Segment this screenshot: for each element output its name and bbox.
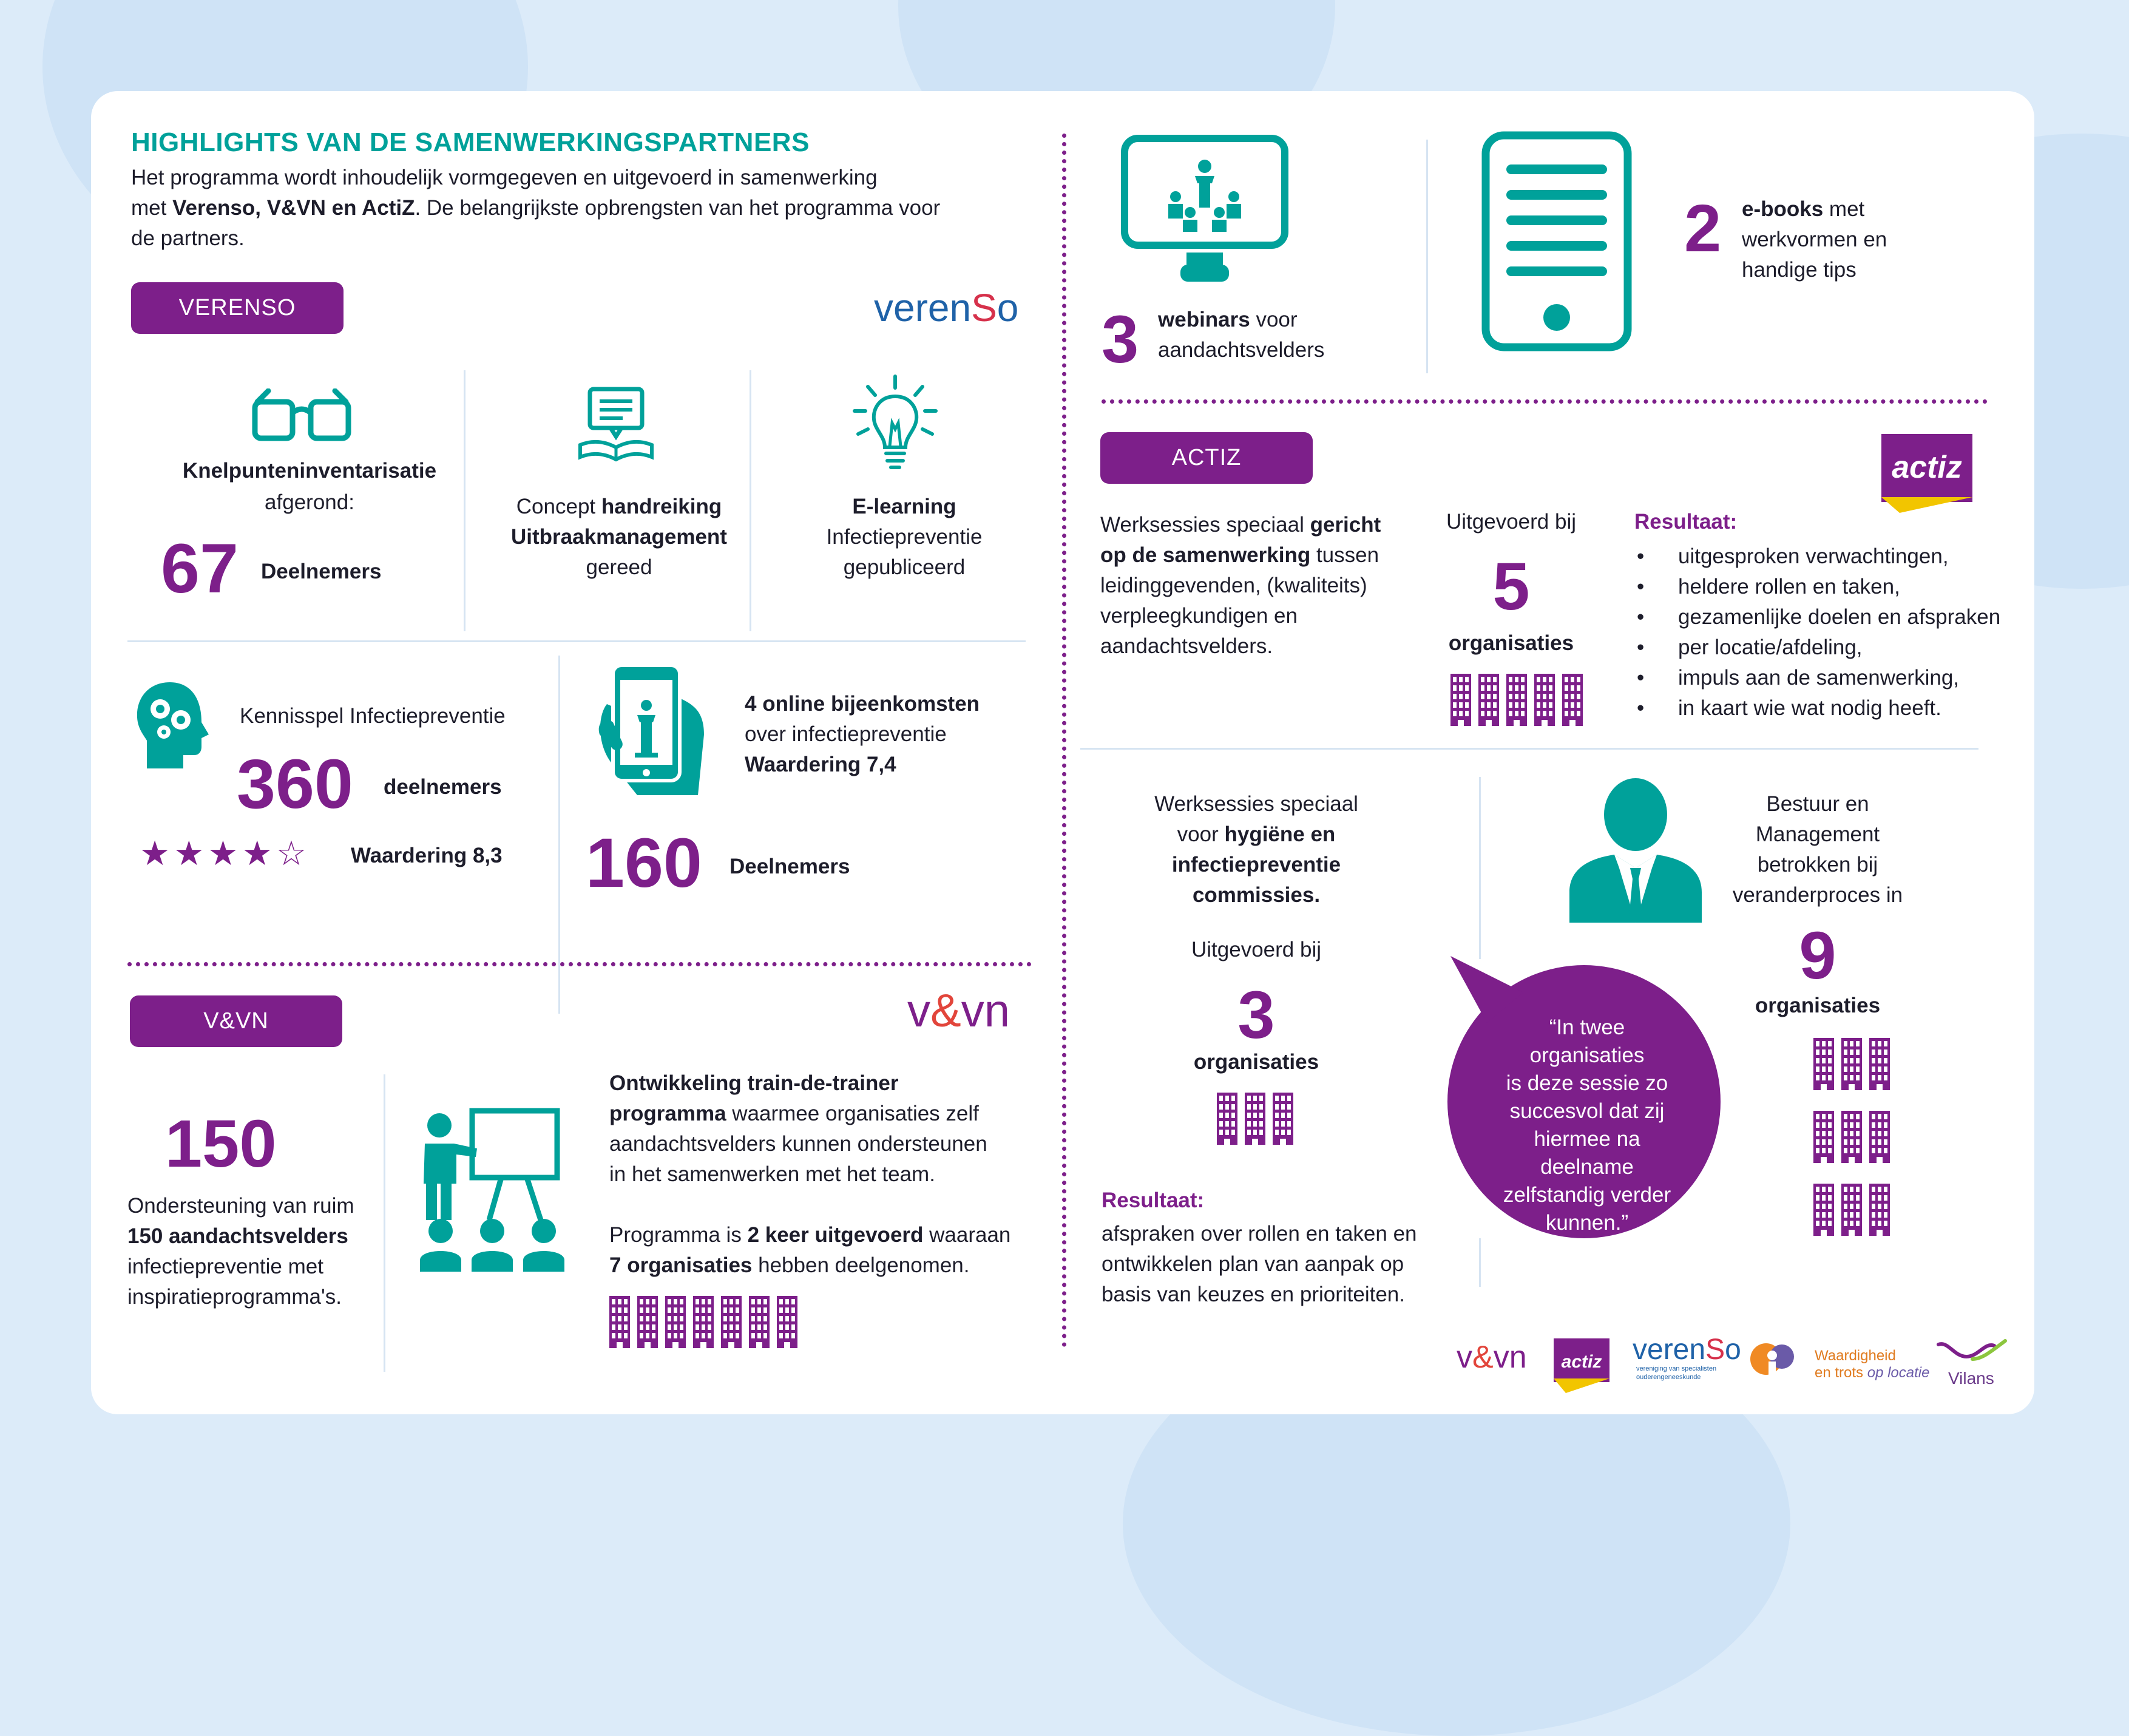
hygiene-number: 3 — [1237, 978, 1275, 1053]
building-icon — [609, 1296, 630, 1348]
hygiene-uitgevoerd: Uitgevoerd bij — [1191, 938, 1321, 961]
building-icon — [1841, 1111, 1862, 1163]
half-star-icon: ☆ — [276, 834, 311, 872]
footer-verenso-logo: verenSo vereniging van specialisten ouderengeneeskunde — [1633, 1334, 1741, 1381]
footer-vilans-logo: Vilans — [1948, 1369, 1994, 1388]
book-chat-icon — [577, 385, 655, 464]
list-item: • heldere rollen en taken, — [1634, 572, 2035, 602]
manager-icon — [1566, 777, 1705, 923]
bestuur-number: 9 — [1799, 918, 1836, 993]
webinars-number: 3 — [1102, 302, 1139, 377]
divider — [1426, 140, 1428, 373]
lightbulb-icon — [850, 373, 941, 473]
building-icon — [665, 1296, 686, 1348]
phone-presenter-icon — [595, 662, 710, 801]
building-icon — [721, 1296, 742, 1348]
online-number: 160 — [586, 824, 702, 902]
bestuur-organisations — [1813, 1038, 1898, 1256]
building-icon — [1478, 674, 1499, 726]
list-item: • in kaart wie wat nodig heeft. — [1634, 693, 2035, 724]
divider — [1479, 777, 1481, 959]
tablet-ebook-icon — [1481, 131, 1633, 352]
building-icon — [1813, 1038, 1834, 1090]
star-icon: ★ — [208, 834, 242, 872]
hygiene-unit: organisaties — [1193, 1050, 1319, 1074]
actiz-unit: organisaties — [1448, 631, 1574, 655]
bestuur-text: Bestuur en Management betrokken bij veranderproces in — [1732, 792, 1903, 907]
hygiene-text: Werksessies speciaal voor hygiëne en infectiepreventie commissies. — [1154, 792, 1358, 907]
actiz-label: ACTIZ — [1100, 432, 1313, 484]
hygiene-result-title: Resultaat: — [1102, 1188, 1205, 1212]
building-icon — [1813, 1111, 1834, 1163]
vvn-description: Ondersteuning van ruim 150 aandachtsvelders infectiepreventie met inspiratieprogramma's. — [127, 1194, 354, 1309]
building-icon — [1869, 1038, 1890, 1090]
intro-text: Het programma wordt inhoudelijk vormgegeven en uitgevoerd in samenwerking met Verenso, V&VN en ActiZ. De belangrijkste opbrengsten van het programma voor de partners. — [131, 166, 941, 250]
knelpunten-text: Knelpunteninventarisatie afgerond: — [182, 459, 437, 514]
webinars-text: webinars voor aandachtsvelders — [1158, 308, 1325, 362]
building-icon — [693, 1296, 714, 1348]
footer-waardigheid-icon — [1748, 1338, 1802, 1387]
glasses-icon — [250, 388, 353, 443]
actiz-number: 5 — [1492, 549, 1530, 624]
bestuur-unit: organisaties — [1755, 994, 1881, 1017]
building-icon — [1841, 1038, 1862, 1090]
building-icon — [1273, 1093, 1293, 1145]
quote-text: “In twee organisaties is deze sessie zo succesvol dat zij hiermee na deelname zelfstandig verder kunnen.” — [1503, 1015, 1671, 1235]
building-icon — [1217, 1093, 1237, 1145]
ebooks-text: e-books met werkvormen en handige tips — [1742, 197, 1887, 282]
list-item: • uitgesproken verwachtingen, — [1634, 541, 2035, 572]
building-icon — [1869, 1184, 1890, 1236]
concept-text: Concept handreiking Uitbraakmanagement gereed — [511, 495, 727, 579]
verenso-label: VERENSO — [131, 282, 344, 334]
trainer-icon — [416, 1105, 568, 1272]
divider — [1080, 748, 1978, 750]
ebooks-number: 2 — [1684, 191, 1722, 266]
building-icon — [1506, 674, 1527, 726]
vvn-logo: v&vn — [907, 985, 1010, 1037]
vvn-number: 150 — [165, 1107, 277, 1181]
rating-stars — [140, 836, 310, 870]
verenso-logo: verenSo — [874, 286, 1019, 330]
actiz-werksessies-text: Werksessies speciaal gericht op de samenwerking tussen leidinggevenden, (kwaliteits) verpleegkundigen en aandachtsvelders. — [1100, 513, 1381, 658]
divider — [750, 370, 751, 631]
knelpunten-number: 67 — [161, 530, 239, 608]
kennisspel-number: 360 — [237, 745, 353, 823]
actiz-result-list — [1634, 541, 2035, 724]
actiz-uitgevoerd: Uitgevoerd bij — [1446, 510, 1576, 534]
elearning-text: E-learning Infectiepreventie gepubliceerd — [826, 495, 983, 579]
vvn-organisations — [609, 1296, 805, 1348]
svg-text:actiz: actiz — [1561, 1352, 1602, 1372]
building-icon — [749, 1296, 770, 1348]
kennisspel-rating: Waardering 8,3 — [351, 844, 503, 867]
actiz-logo — [1881, 434, 1972, 513]
page-title: HIGHLIGHTS VAN DE SAMENWERKINGSPARTNERS — [131, 127, 810, 157]
list-item: • gezamenlijke doelen en afspraken — [1634, 602, 2035, 632]
footer-vvn-logo: v&vn — [1457, 1340, 1527, 1375]
center-divider — [1062, 134, 1066, 1348]
building-icon — [1450, 674, 1471, 726]
building-icon — [1813, 1184, 1834, 1236]
actiz-result-title: Resultaat: — [1634, 510, 1738, 534]
building-icon — [1841, 1184, 1862, 1236]
infographic-card — [91, 91, 2034, 1414]
building-icon — [777, 1296, 797, 1348]
footer-actiz-logo — [1554, 1338, 1609, 1393]
svg-text:actiz: actiz — [1892, 450, 1962, 485]
divider — [127, 640, 1026, 642]
star-icon: ★ — [242, 834, 276, 872]
section-divider — [1102, 399, 1988, 404]
divider — [1479, 1238, 1481, 1287]
hygiene-result-text: afspraken over rollen en taken en ontwikkelen plan van aanpak op basis van keuzes en prioriteiten. — [1102, 1222, 1417, 1306]
footer-vilans-icon — [1936, 1338, 2009, 1369]
hygiene-organisations — [1217, 1093, 1301, 1145]
star-icon: ★ — [140, 834, 174, 872]
kennisspel-label: Kennisspel Infectiepreventie — [240, 704, 506, 728]
vvn-executed-text: Programma is 2 keer uitgevoerd waaraan 7 organisaties hebben deelgenomen. — [609, 1223, 1011, 1277]
list-item-continuation: • per locatie/afdeling, — [1634, 632, 2035, 663]
star-icon: ★ — [174, 834, 208, 872]
building-icon — [1534, 674, 1555, 726]
building-icon — [1245, 1093, 1265, 1145]
divider — [384, 1074, 385, 1372]
vvn-label: V&VN — [130, 995, 342, 1047]
online-unit: Deelnemers — [729, 855, 850, 878]
actiz-organisations — [1450, 674, 1590, 726]
knelpunten-unit: Deelnemers — [261, 560, 382, 583]
online-text: 4 online bijeenkomsten over infectiepreventie Waardering 7,4 — [745, 692, 980, 776]
vvn-program-text: Ontwikkeling train-de-trainer programma waarmee organisaties zelf aandachtsvelders kunnen ondersteunen in het samenwerken met het team. — [609, 1071, 987, 1186]
head-gears-icon — [134, 680, 212, 771]
building-icon — [1869, 1111, 1890, 1163]
section-divider — [127, 962, 1032, 966]
kennisspel-unit: deelnemers — [384, 775, 502, 799]
monitor-webinar-icon — [1120, 134, 1290, 285]
divider — [558, 656, 560, 1014]
building-icon — [1562, 674, 1583, 726]
footer-waardigheid-logo: Waardigheid en trots op locatie — [1815, 1348, 1930, 1381]
list-item: • impuls aan de samenwerking, — [1634, 663, 2035, 693]
building-icon — [637, 1296, 658, 1348]
divider — [464, 370, 465, 631]
